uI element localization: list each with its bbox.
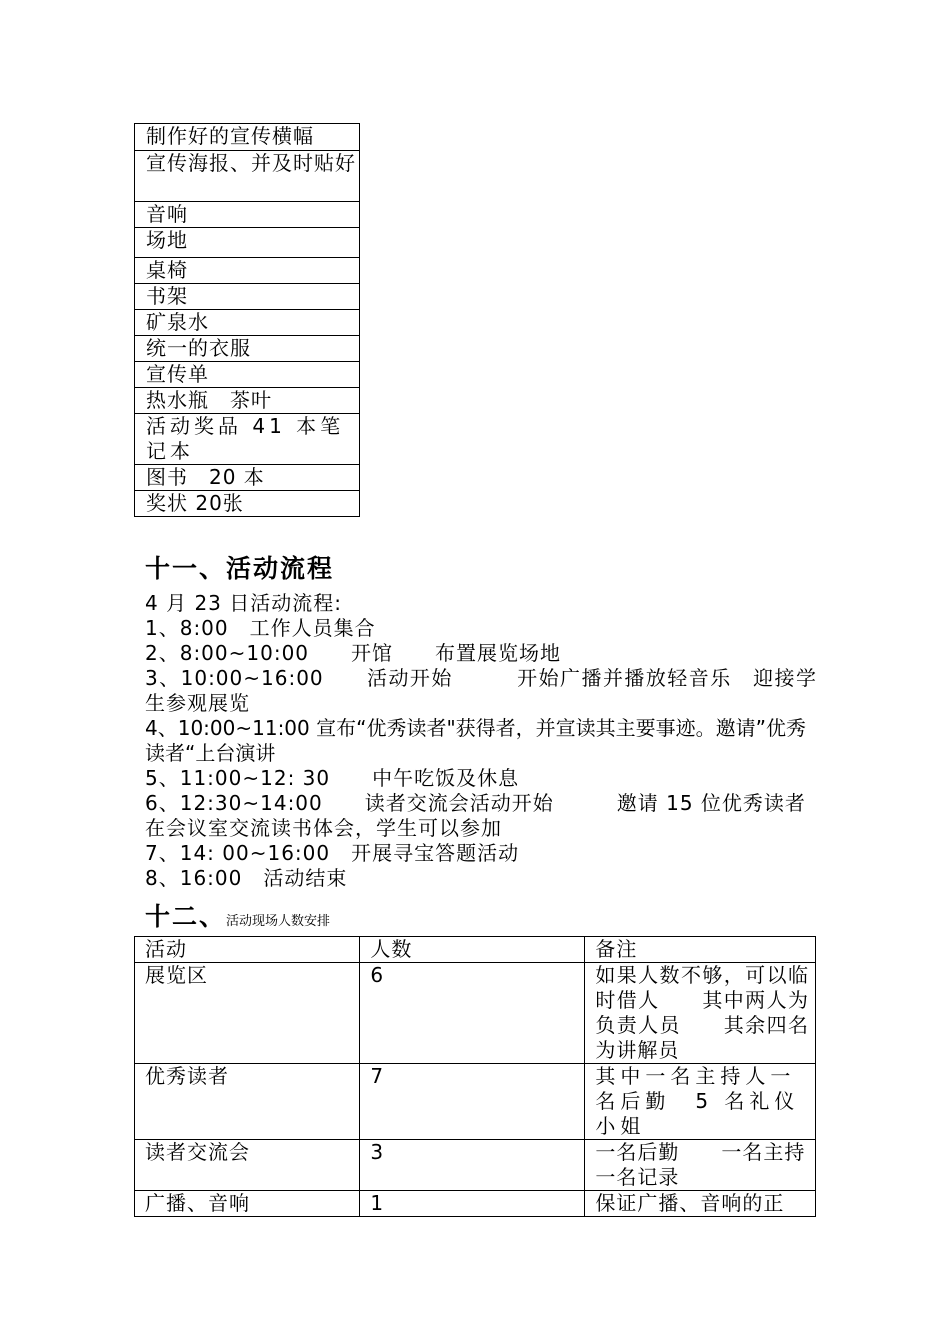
flow-line: 6、12:30~14:00 读者交流会活动开始 邀请 15 位优秀读者在会议室交流读书体会，学生可以参加 [145,791,806,840]
activity-cell: 展览区 [135,963,360,1064]
table-row [135,228,360,258]
table-row [135,284,360,310]
activity-cell: 读者交流会 [135,1140,360,1191]
note-cell: 其中一名主持人一名后勤 5 名礼仪小姐 [585,1064,816,1140]
table-row [135,310,360,336]
header-cell-activity: 活动 [135,937,360,963]
flow-line: 4、10:00~11:00 宣布“优秀读者"获得者，并宣读其主要事迹。邀请”优秀读者“上台演讲 [145,716,807,765]
table-cell: 音响 [135,202,360,228]
note-cell: 一名后勤 一名主持 一名记录 [585,1140,816,1191]
section-heading-staff [145,897,330,933]
header-cell-note: 备注 [585,937,816,963]
table-row [135,963,816,1064]
table-row [135,388,360,414]
materials-table [134,123,360,517]
flow-line: 1、8:00 工作人员集合 [145,616,376,640]
section-number: 十二、 [145,902,227,931]
flow-line: 2、8:00~10:00 开馆 布置展览场地 [145,641,562,665]
table-row [135,1140,816,1191]
header-cell-count: 人数 [360,937,585,963]
flow-line: 4 月 23 日活动流程: [145,591,342,615]
table-cell: 活动奖品 41 本笔记本 [135,414,360,465]
table-cell: 宣传海报、并及时贴好 [135,151,360,202]
flow-line: 8、16:00 活动结束 [145,866,348,890]
table-cell: 制作好的宣传横幅 [135,124,360,151]
flow-line: 5、11:00~12: 30 中午吃饭及休息 [145,766,520,790]
table-row [135,414,360,465]
table-row [135,1064,816,1140]
table-cell: 书架 [135,284,360,310]
count-cell: 6 [360,963,585,1064]
table-row [135,465,360,491]
staff-table [134,936,848,1217]
count-cell: 3 [360,1140,585,1191]
table-row [135,202,360,228]
table-cell: 奖状 20张 [135,491,360,517]
table-cell: 统一的衣服 [135,336,360,362]
flow-line: 3、10:00~16:00 活动开始 开始广播并播放轻音乐 迎接学生参观展览 [145,666,817,715]
count-cell: 1 [360,1191,585,1217]
table-cell: 桌椅 [135,258,360,284]
table-cell: 热水瓶 茶叶 [135,388,360,414]
count-cell: 7 [360,1064,585,1140]
section-heading-flow: 十一、活动流程 [145,554,335,583]
section-subtitle: 活动现场人数安排 [226,914,331,929]
activity-cell: 广播、音响 [135,1191,360,1217]
table-cell: 矿泉水 [135,310,360,336]
table-cell: 图书 20 本 [135,465,360,491]
table-row [135,1191,816,1217]
table-row [135,124,360,151]
table-header-row [135,937,816,963]
note-cell: 保证广播、音响的正 [585,1191,816,1217]
flow-list [145,591,817,891]
table-cell: 宣传单 [135,362,360,388]
table-row [135,336,360,362]
table-row [135,491,360,517]
table-row [135,362,360,388]
table-cell: 场地 [135,228,360,258]
note-cell: 如果人数不够，可以临时借人 其中两人为负责人员 其余四名为讲解员 [585,963,816,1064]
table-row [135,151,360,202]
table-row [135,258,360,284]
activity-cell: 优秀读者 [135,1064,360,1140]
flow-line: 7、14: 00~16:00 开展寻宝答题活动 [145,841,520,865]
